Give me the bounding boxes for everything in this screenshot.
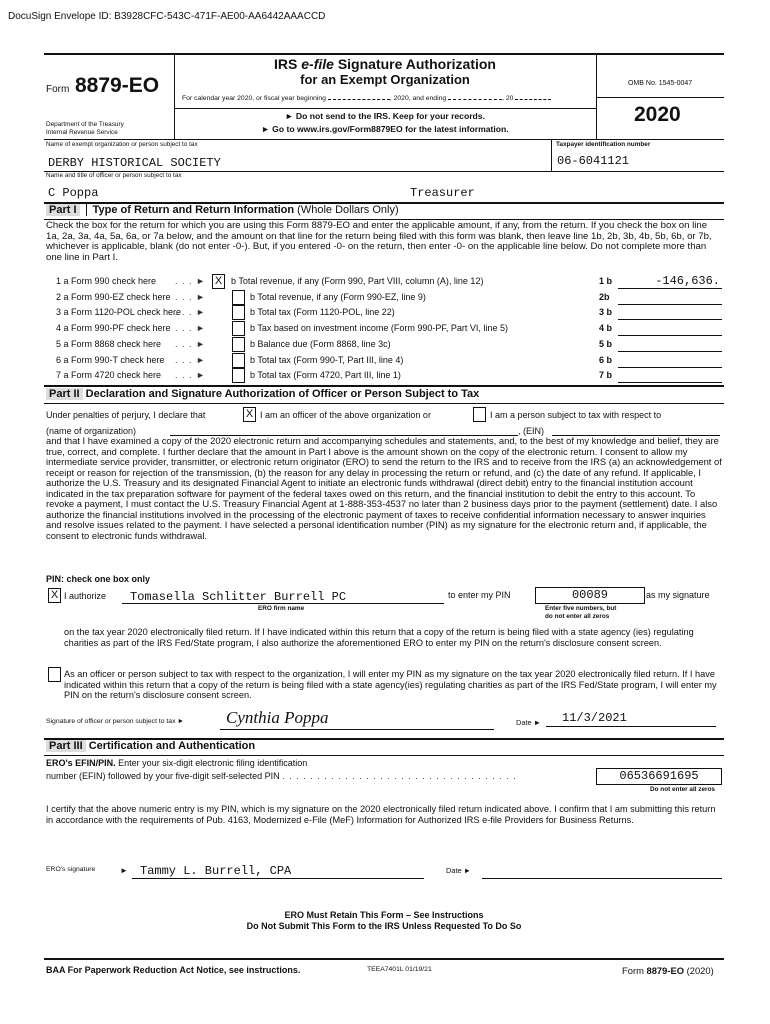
tax-year: 2020 <box>634 103 681 126</box>
part3-tag: Part III <box>46 740 86 752</box>
part1-row-line-number: 2b <box>599 292 610 302</box>
ero-firm-name: Tomasella Schlitter Burrell PC <box>130 590 347 604</box>
self-enter-paragraph: As an officer or person subject to tax with respect to the organization, I will enter my PIN as my signature on the tax year 2020 electronically filed return. If I have indicated within this return that a copy of the return is being filed with a state agency(ies) regulating charities as part of the IRS Fed/State program, I will enter my PIN on the return's disclosure consent screen. <box>64 669 717 701</box>
retain-note-2: Do Not Submit This Form to the IRS Unless Requested To Do So <box>246 921 522 931</box>
part1-row-form-label: 5 a Form 8868 check here <box>56 339 162 349</box>
part1-row-checkbox[interactable] <box>232 337 245 352</box>
part1-row-amount-line <box>618 288 722 289</box>
part1-row-form-label: 6 a Form 990-T check here <box>56 355 165 365</box>
part1-heading <box>46 204 399 216</box>
part1-row-leader: . . . ► <box>175 323 206 333</box>
part1-row-leader: . . . ► <box>175 339 206 349</box>
part1-row-line-number: 1 b <box>599 276 613 286</box>
part1-row-checkbox[interactable] <box>232 290 245 305</box>
authorize-label: I authorize <box>64 591 107 601</box>
efin-line2 <box>46 771 517 781</box>
part1-row-amount-line <box>618 367 722 368</box>
part1-tag: Part I <box>46 204 80 216</box>
part3-heading-rule <box>44 755 724 756</box>
omb-rule <box>596 97 724 98</box>
part1-row-line-number: 5 b <box>599 339 613 349</box>
officer-name: C Poppa <box>48 186 99 200</box>
calendar-year-line: For calendar year 2020, or fiscal year beginning , 2020, and ending , 20 <box>182 95 551 102</box>
omb-number: OMB No. 1545-0047 <box>628 80 693 87</box>
efin-leader-dots: . . . . . . . . . . . . . . . . . . . . . . . . . . . . . . . . . . <box>282 771 517 781</box>
part2-title: Declaration and Signature Authorization of Officer or Person Subject to Tax <box>85 388 480 400</box>
envelope-id: DocuSign Envelope ID: B3928CFC-543C-471F-AE00-AA6442AAACCD <box>8 11 326 22</box>
part1-row-form-label: 7 a Form 4720 check here <box>56 370 162 380</box>
part1-row-amount-line <box>618 351 722 352</box>
pin-heading: PIN: check one box only <box>46 574 151 584</box>
part1-row-line-number: 3 b <box>599 307 613 317</box>
efin-line1 <box>46 758 307 768</box>
part1-row-leader: . . . ► <box>175 292 206 302</box>
part1-row-form-label: 4 a Form 990-PF check here <box>56 323 171 333</box>
part1-row-leader: . . . ► <box>175 370 206 380</box>
officer-date-label: Date ► <box>516 718 541 727</box>
part1-intro: Check the box for the return for which you are using this Form 8879-EO and enter the applicable amount, if any, from the return. If you check the box on line 1a, 2a, 3a, 4a, 5a, 6a, or 7a below, and the amount on that line for the return being filed with this form was blank, then leave line 1b, 2b, 3b, 4b, 5b, 6b, or 7b, whichever is applicable, blank (do not enter -0-). But, if you entered -0- on the return, then enter -0- on the applicable line below. Do not complete more than one line in Part I. <box>46 220 712 263</box>
person-checkbox[interactable] <box>473 407 486 422</box>
officer-label: Name and title of officer or person subject to tax <box>46 172 182 179</box>
header-bottom-rule <box>44 139 724 140</box>
goto-irs-link[interactable]: ► Go to www.irs.gov/Form8879EO for the latest information. <box>261 124 509 134</box>
part2-heading-rule <box>44 403 724 404</box>
pin-note-1: Enter five numbers, but <box>545 605 617 612</box>
tin-value: 06-6041121 <box>557 154 630 168</box>
efin-heading: ERO's EFIN/PIN. <box>46 758 116 768</box>
header-top-rule <box>44 53 724 55</box>
officer-checkbox[interactable]: X <box>243 407 256 422</box>
part1-row-line-number: 4 b <box>599 323 613 333</box>
part1-row-form-label: 2 a Form 990-EZ check here <box>56 292 171 302</box>
to-enter-pin-text: to enter my PIN <box>448 590 511 600</box>
ero-date-label: Date ► <box>446 866 471 875</box>
part1-row-leader: . . . ► <box>175 276 206 286</box>
retain-note-1: ERO Must Retain This Form – See Instructions <box>284 910 484 920</box>
footer-rule <box>44 958 724 960</box>
part1-row-amount-line <box>618 304 722 305</box>
form-title-line2: for an Exempt Organization <box>300 72 470 87</box>
certify-paragraph: I certify that the above numeric entry is my PIN, which is my signature on the 2020 electronically filed return indicated above. I confirm that I am submitting this return in accordance with the requirements of Pub. 4163, Modernized e-File (MeF) Information for Authorized IRS e-file Providers for Business Returns. <box>46 804 716 825</box>
baa-note: BAA For Paperwork Reduction Act Notice, see instructions. <box>46 965 301 975</box>
part1-row-checkbox[interactable] <box>232 353 245 368</box>
officer-signature-line <box>220 729 494 730</box>
officer-date-line <box>546 726 716 727</box>
self-enter-pin-checkbox[interactable] <box>48 667 61 682</box>
part1-row-amount-label: b Tax based on investment income (Form 990-PF, Part VI, line 5) <box>250 323 508 333</box>
ero-signature-arrow: ► <box>120 866 128 875</box>
tin-label: Taxpayer identification number <box>556 141 651 148</box>
header-divider-right <box>596 53 597 139</box>
tin-divider <box>551 139 552 171</box>
part1-row-amount-label: b Total tax (Form 990-T, Part III, line 4) <box>250 355 404 365</box>
part1-row-amount-label: b Total revenue, if any (Form 990, Part VIII, column (A), line 12) <box>231 276 484 286</box>
authorize-ero-checkbox[interactable]: X <box>48 588 61 603</box>
ero-date-line <box>482 878 722 879</box>
part1-row-amount-label: b Balance due (Form 8868, line 3c) <box>250 339 391 349</box>
ero-pin-field[interactable]: 00089 <box>535 587 645 604</box>
efin-pin-field[interactable]: 06536691695 <box>596 768 722 785</box>
pin-note-2: do not enter all zeros <box>545 613 610 620</box>
irs-label: Internal Revenue Service <box>46 129 118 136</box>
ein-label: , (EIN) <box>518 426 544 436</box>
part2-top-rule <box>44 385 724 387</box>
part3-title: Certification and Authentication <box>88 740 256 752</box>
part1-row-form-label: 1 a Form 990 check here <box>56 276 157 286</box>
officer-date: 11/3/2021 <box>562 711 627 725</box>
part1-row-amount-label: b Total tax (Form 4720, Part III, line 1) <box>250 370 401 380</box>
ero-signature: Tammy L. Burrell, CPA <box>140 864 292 878</box>
part1-row-amount-line <box>618 335 722 336</box>
part1-row-checkbox[interactable] <box>232 368 245 383</box>
penalties-text: Under penalties of perjury, I declare that <box>46 410 206 420</box>
person-option-text: I am a person subject to tax with respect to <box>490 410 662 420</box>
dept-label: Department of the Treasury <box>46 121 124 128</box>
officer-signature-label: Signature of officer or person subject to tax ► <box>46 718 185 725</box>
ero-signature-line <box>132 878 424 879</box>
declaration-text: and that I have examined a copy of the 2020 electronic return and accompanying schedules and statements, and, to the best of my knowledge and belief, they are true, correct, and complete. I further declare that the amount in Part I above is the amount shown on the copy of the electronic return. I consent to allow my intermediate service provider, transmitter, or electronic return originator (ERO) to send the return to the IRS and to receive from the IRS (a) an acknowledgement of receipt or reason for rejection of the transmission, (b) the reason for any delay in processing the return or refund, and (c) the date of any refund. If applicable, I authorize the U.S. Treasury and its designated Financial Agent to initiate an electronic funds withdrawal (direct debit) entry to the financial institution account indicated in the tax preparation software for payment of the federal taxes owed on this return, and the financial institution to debit the entry to this account. To revoke a payment, I must contact the U.S. Treasury Financial Agent at 1-888-353-4537 no later than 2 business days prior to the payment (settlement) date. I also authorize the financial institutions involved in the processing of the electronic payment of taxes to receive confidential information necessary to answer inquiries and resolve issues related to the payment. I have selected a personal identification number (PIN) as my signature for the electronic return and, if applicable, the consent to electronic funds withdrawal. <box>46 435 722 541</box>
part1-row-amount-label: b Total tax (Form 1120-POL, line 22) <box>250 307 395 317</box>
part1-title: Type of Return and Return Information <box>92 204 295 216</box>
part1-row-leader: . . . ► <box>175 307 206 317</box>
name-of-org-label: (name of organization) <box>46 426 137 436</box>
org-name-value: DERBY HISTORICAL SOCIETY <box>48 156 221 170</box>
part1-row-line-number: 6 b <box>599 355 613 365</box>
ero-signature-label: ERO's signature <box>46 866 96 873</box>
ero-firm-label: ERO firm name <box>258 605 305 612</box>
part1-row-checkbox[interactable] <box>232 305 245 320</box>
efin-note: Do not enter all zeros <box>650 786 715 793</box>
part1-row-checkbox[interactable]: X <box>212 274 225 289</box>
officer-signature: Cynthia Poppa <box>226 708 329 727</box>
authorize-paragraph: on the tax year 2020 electronically filed return. If I have indicated within this return that a copy of the return is being filed with a state agency (ies) regulating charities as part of the IRS Fed/State program, I also authorize the aforementioned ERO to enter my PIN on the return's disclosure consent screen. <box>64 627 694 648</box>
part3-heading <box>46 740 255 752</box>
do-not-send-note: ► Do not send to the IRS. Keep for your records. <box>285 111 485 121</box>
org-name-label: Name of exempt organization or person subject to tax <box>46 141 198 148</box>
form-word: Form <box>46 84 70 95</box>
part1-row-amount-label: b Total revenue, if any (Form 990-EZ, line 9) <box>250 292 426 302</box>
form-number: 8879-EO <box>75 74 160 97</box>
part1-row-checkbox[interactable] <box>232 321 245 336</box>
part1-row-amount-line <box>618 382 722 383</box>
ero-firm-line <box>122 603 444 604</box>
form-code: TEEA7401L 01/19/21 <box>367 966 432 973</box>
part1-row-amount-line <box>618 319 722 320</box>
part1-row-line-number: 7 b <box>599 370 613 380</box>
part1-row-amount-value[interactable]: -146,636. <box>655 274 720 288</box>
form-reference: Form 8879-EO (2020) <box>622 965 714 976</box>
as-my-signature-text: as my signature <box>646 590 710 600</box>
efin-text1: Enter your six-digit electronic filing identification <box>118 758 308 768</box>
header-mid-rule <box>174 108 596 109</box>
part1-row-form-label: 3 a Form 1120-POL check here <box>56 307 182 317</box>
efin-text2: number (EFIN) followed by your five-digit self-selected PIN <box>46 771 280 781</box>
part1-title-suffix: (Whole Dollars Only) <box>297 204 399 216</box>
part2-tag: Part II <box>46 388 83 400</box>
part2-heading <box>46 388 479 400</box>
officer-option-text: I am an officer of the above organization or <box>260 410 431 420</box>
officer-title: Treasurer <box>410 186 475 200</box>
part1-row-leader: . . . ► <box>175 355 206 365</box>
form-title-line1: IRS e-file Signature Authorization <box>274 56 496 72</box>
